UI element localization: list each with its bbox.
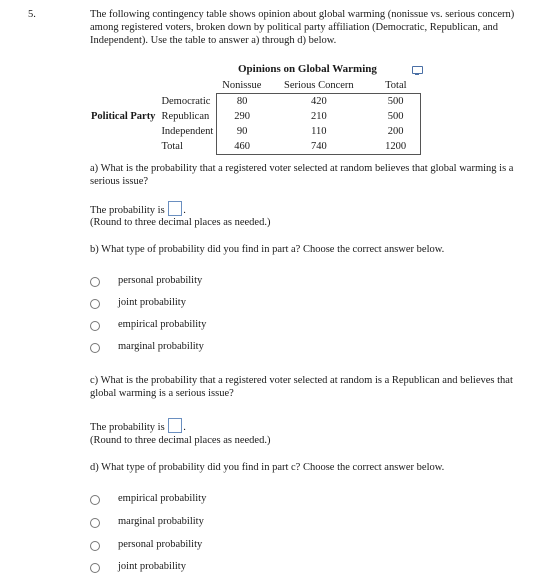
row-group-label: Political Party [91,111,156,122]
part-b-option-radio[interactable] [90,299,100,309]
part-d-option-label[interactable]: marginal probability [118,516,204,527]
part-d-option-radio[interactable] [90,563,100,573]
table-cell: 500 [371,109,421,124]
table-row [88,94,421,110]
table-row [88,109,421,124]
table-row [88,124,421,139]
part-d-option-radio[interactable] [90,541,100,551]
answer-prefix: The probability is [90,422,165,433]
table-cell: 110 [311,126,327,137]
table-cell: 80 [217,94,267,110]
table-cell: 200 [371,124,421,139]
table-cell: 420 [267,94,371,110]
contingency-table [88,78,421,155]
table-cell: 290 [217,109,267,124]
part-b-option-radio[interactable] [90,321,100,331]
part-d-option-label[interactable]: joint probability [118,561,186,572]
row-label: Independent [161,126,214,137]
table-cell: 210 [310,111,327,122]
part-d-option-radio[interactable] [90,518,100,528]
part-d-option-label[interactable]: empirical probability [118,493,207,504]
part-a-answer-input[interactable] [168,201,182,216]
answer-prefix: The probability is [90,205,165,216]
row-label: Republican [161,111,210,122]
part-b-option-label[interactable]: empirical probability [118,319,207,330]
part-b-option-label[interactable]: marginal probability [118,341,204,352]
part-d-question: d) What type of probability did you find in part c? Choose the correct answer below. [90,462,445,473]
table-cell: 740 [267,139,371,155]
part-a-rounding-note: (Round to three decimal places as needed.) [90,217,271,228]
question-number: 5. [28,9,36,20]
column-header: Total [385,80,407,91]
part-b-question: b) What type of probability did you find in part a? Choose the correct answer below. [90,244,445,255]
table-cell: 1200 [371,139,421,155]
part-d-option-radio[interactable] [90,495,100,505]
answer-suffix: . [183,422,186,433]
part-b-option-radio[interactable] [90,343,100,353]
table-cell: 460 [217,139,267,155]
part-c-rounding-note: (Round to three decimal places as needed.) [90,435,271,446]
row-label: Total [161,141,183,153]
table-info-icon[interactable] [412,66,423,74]
column-header: Serious Concern [283,80,354,91]
column-header: Nonissue [222,80,262,91]
part-b-option-label[interactable]: personal probability [118,275,203,286]
part-c-question: c) What is the probability that a registered voter selected at random is a Republican and believes that global warming is a serious issue? [90,375,513,399]
part-d-option-label[interactable]: personal probability [118,539,203,550]
part-c-answer-line [90,418,520,434]
part-a-question: a) What is the probability that a registered voter selected at random believes that global warming is a serious issue? [90,163,514,187]
table-cell: 90 [217,124,267,139]
table-header-row [88,78,421,94]
part-b-option-label[interactable]: joint probability [118,297,186,308]
question-intro: The following contingency table shows opinion about global warming (nonissue vs. serious concern) among registered voters, broken down by political party affiliation (Democratic, Republican, and Independent). Use the table to answer a) through d) below. [90,9,515,46]
part-c-answer-input[interactable] [168,418,182,433]
table-title: Opinions on Global Warming [238,63,377,75]
part-a-answer-line [90,201,520,217]
table-row [88,139,421,155]
table-cell: 500 [371,94,421,110]
answer-suffix: . [183,205,186,216]
row-label: Democratic [161,95,211,107]
part-b-option-radio[interactable] [90,277,100,287]
